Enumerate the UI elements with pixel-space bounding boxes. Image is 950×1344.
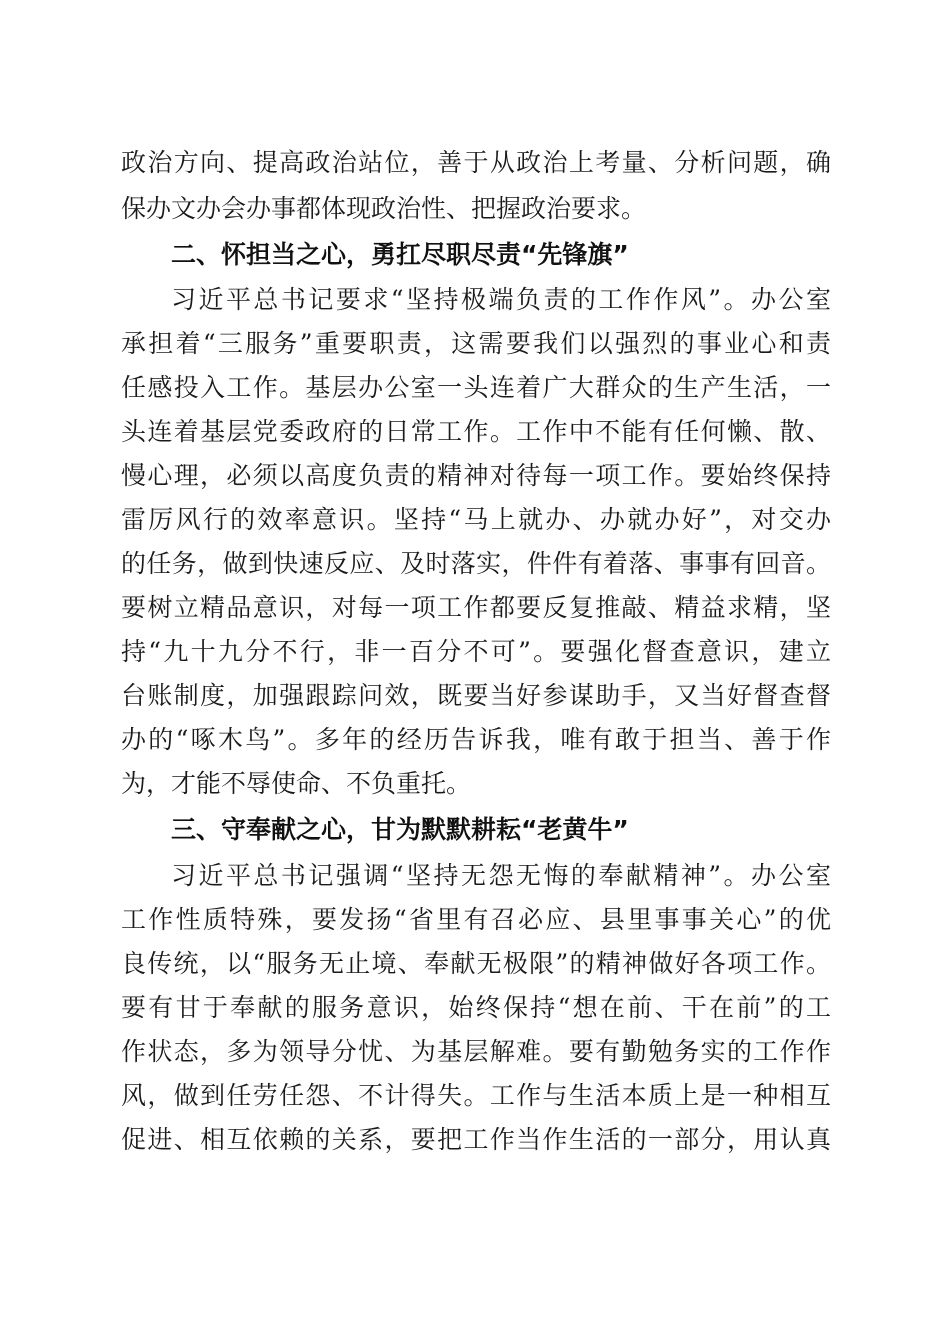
paragraph-line: 习近平总书记强调“坚持无怨无悔的奉献精神”。办公室 bbox=[171, 861, 831, 890]
paragraph-line: 保办文办会办事都体现政治性、把握政治要求。 bbox=[121, 194, 647, 223]
paragraph-line: 任感投入工作。基层办公室一头连着广大群众的生产生活，一 bbox=[121, 373, 831, 402]
paragraph-line: 承担着“三服务”重要职责，这需要我们以强烈的事业心和责 bbox=[121, 329, 831, 358]
paragraph-line: 风，做到任劳任怨、不计得失。工作与生活本质上是一种相互 bbox=[121, 1081, 831, 1110]
paragraph-line: 工作性质特殊，要发扬“省里有召必应、县里事事关心”的优 bbox=[121, 905, 831, 934]
section-heading-2: 二、怀担当之心，勇扛尽职尽责“先锋旗” bbox=[171, 240, 629, 269]
paragraph-line: 办的“啄木鸟”。多年的经历告诉我，唯有敢于担当、善于作 bbox=[121, 725, 831, 754]
section-heading-3: 三、守奉献之心，甘为默默耕耘“老黄牛” bbox=[171, 815, 629, 844]
paragraph-line: 头连着基层党委政府的日常工作。工作中不能有任何懒、散、 bbox=[121, 417, 831, 446]
paragraph-line: 为，才能不辱使命、不负重托。 bbox=[121, 769, 472, 798]
paragraph-line: 促进、相互依赖的关系，要把工作当作生活的一部分，用认真 bbox=[121, 1125, 831, 1154]
paragraph-line: 良传统，以“服务无止境、奉献无极限”的精神做好各项工作。 bbox=[121, 949, 831, 978]
paragraph-line: 作状态，多为领导分忧、为基层解难。要有勤勉务实的工作作 bbox=[121, 1037, 831, 1066]
paragraph-line: 习近平总书记要求“坚持极端负责的工作作风”。办公室 bbox=[171, 285, 831, 314]
paragraph-line: 要有甘于奉献的服务意识，始终保持“想在前、干在前”的工 bbox=[121, 993, 831, 1022]
paragraph-line: 台账制度，加强跟踪问效，既要当好参谋助手，又当好督查督 bbox=[121, 681, 831, 710]
paragraph-line: 要树立精品意识，对每一项工作都要反复推敲、精益求精，坚 bbox=[121, 593, 831, 622]
paragraph-line: 雷厉风行的效率意识。坚持“马上就办、办就办好”，对交办 bbox=[121, 505, 831, 534]
paragraph-line: 政治方向、提高政治站位，善于从政治上考量、分析问题，确 bbox=[121, 148, 831, 177]
paragraph-line: 持“九十九分不行，非一百分不可”。要强化督查意识，建立 bbox=[121, 637, 831, 666]
paragraph-line: 的任务，做到快速反应、及时落实，件件有着落、事事有回音。 bbox=[121, 549, 831, 578]
paragraph-line: 慢心理，必须以高度负责的精神对待每一项工作。要始终保持 bbox=[121, 461, 831, 490]
